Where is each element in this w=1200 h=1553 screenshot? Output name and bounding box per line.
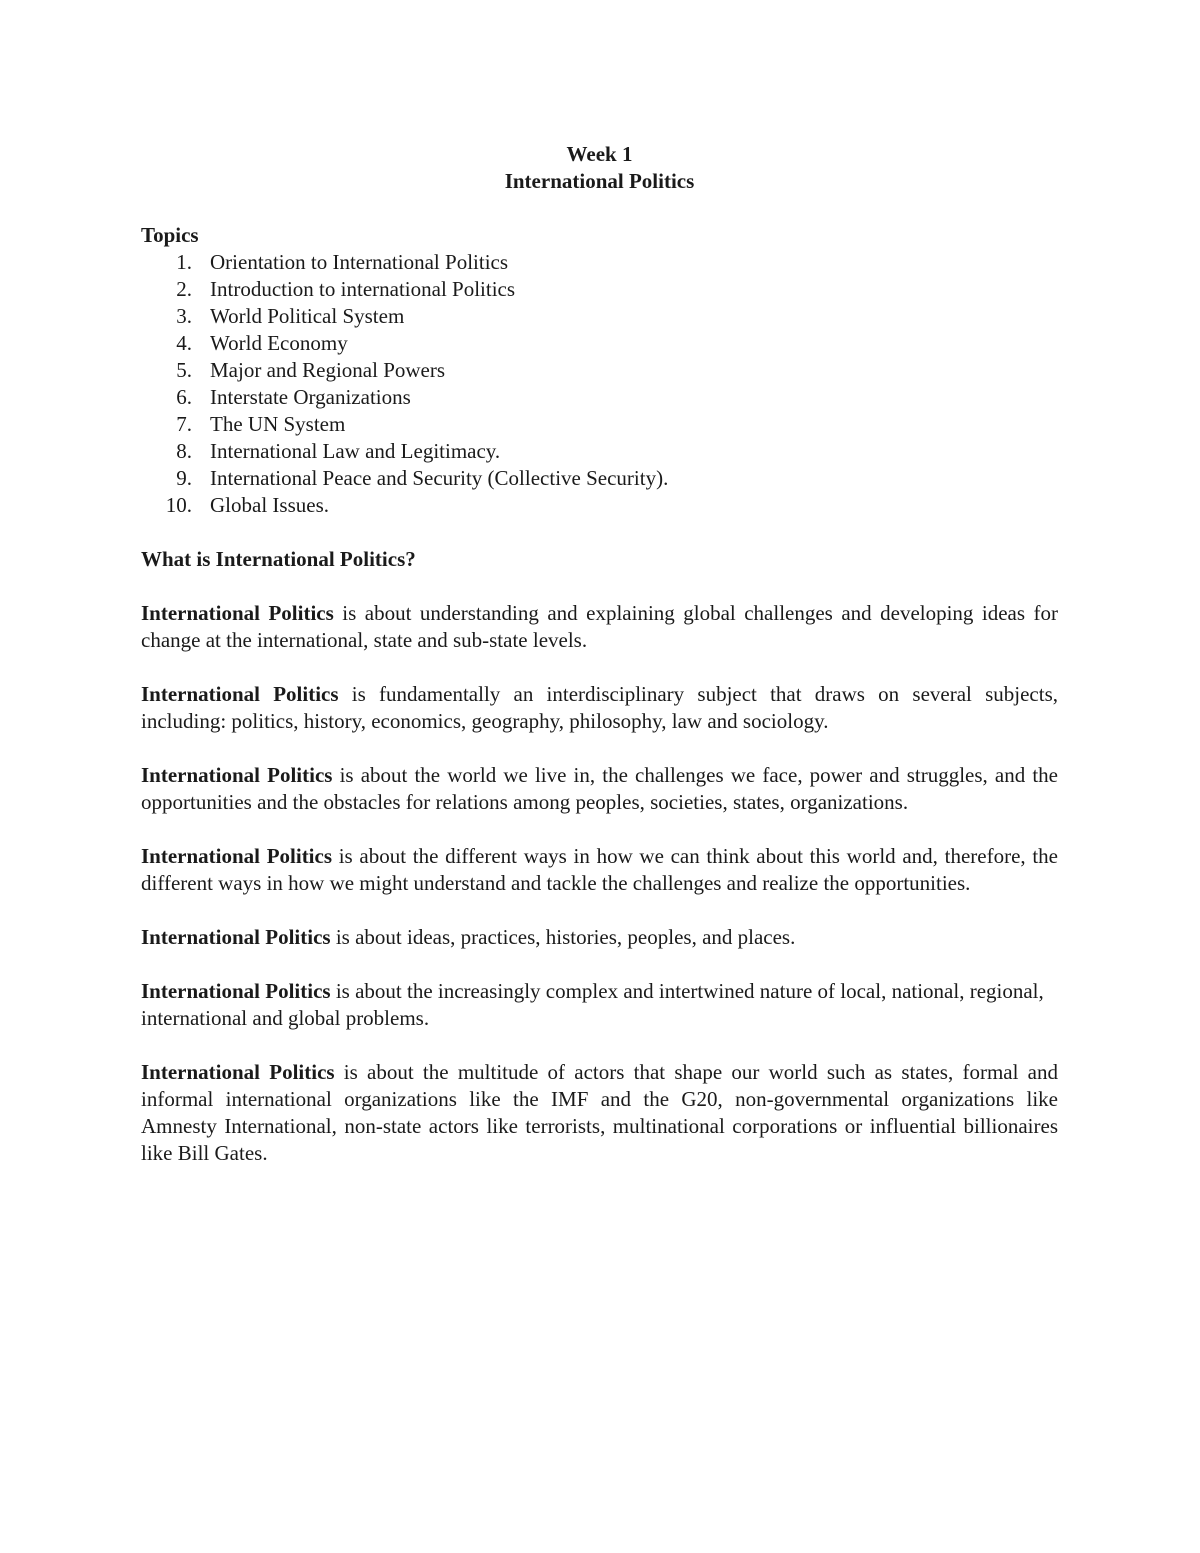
topic-number: 1. [176,250,192,274]
topic-label: Introduction to international Politics [210,277,516,301]
paragraph [141,924,1058,951]
topic-item [141,438,1058,465]
topic-number: 2. [176,277,192,301]
topic-label: Major and Regional Powers [210,358,446,382]
topic-label: World Economy [210,331,348,355]
topic-label: World Political System [210,304,405,328]
topic-number: 3. [176,304,192,328]
topic-item [141,357,1058,384]
topic-label: Global Issues. [210,493,329,517]
topic-number: 7. [176,412,192,436]
topic-item [141,276,1058,303]
paragraph-term: International Politics [141,763,333,787]
topic-label: International Law and Legitimacy. [210,439,501,463]
document-page [141,141,1058,1167]
paragraph-term: International Politics [141,1060,335,1084]
paragraph-text: is about the multitude of actors that shape our world such as states, formal and informal international organizations like the IMF and the G20, non-governmental organizations like Amnesty International, non-state actors like terrorists, multinational corporations or influential billionaires like Bill Gates. [141,1060,1058,1165]
paragraph [141,978,1058,1032]
topic-item [141,411,1058,438]
paragraph-text: is about the world we live in, the challenges we face, power and struggles, and the opportunities and the obstacles for relations among peoples, societies, states, organizations. [141,763,1059,814]
paragraph-text: is about understanding and explaining global challenges and developing ideas for change at the international, state and sub-state levels. [141,601,1059,652]
paragraph [141,600,1058,654]
paragraph-term: International Politics [141,979,331,1003]
paragraph-term: International Politics [141,844,333,868]
paragraph-term: International Politics [141,601,334,625]
topic-number: 8. [176,439,192,463]
topic-number: 5. [176,358,192,382]
paragraph-text: is about ideas, practices, histories, peoples, and places. [330,925,796,949]
title-block [141,141,1058,195]
topic-item [141,384,1058,411]
topic-label: Orientation to International Politics [210,250,509,274]
topic-number: 6. [176,385,192,409]
week-title: Week 1 [566,142,633,166]
topic-number: 9. [176,466,192,490]
topic-item [141,492,1058,519]
topic-item [141,465,1058,492]
topic-item [141,330,1058,357]
paragraph [141,681,1058,735]
topic-number: 4. [176,331,192,355]
paragraph [141,762,1058,816]
paragraph-term: International Politics [141,925,331,949]
course-title: International Politics [504,169,695,193]
topic-list [141,249,1058,519]
section-heading: What is International Politics? [141,547,416,571]
topic-item [141,303,1058,330]
topic-label: Interstate Organizations [210,385,411,409]
paragraph-term: International Politics [141,682,339,706]
paragraph-text: is fundamentally an interdisciplinary subject that draws on several subjects, including: politics, history, economics, geography, philosophy, law and sociology. [141,682,1058,733]
paragraph-text: is about the increasingly complex and intertwined nature of local, national, regional, international and global problems. [141,979,1044,1030]
topic-item [141,249,1058,276]
paragraph [141,1059,1058,1167]
topic-label: The UN System [210,412,346,436]
paragraph-text: is about the different ways in how we can think about this world and, therefore, the different ways in how we might understand and tackle the challenges and realize the opportunities. [141,844,1058,895]
topics-heading: Topics [141,223,199,247]
topic-number: 10. [165,493,192,517]
paragraph [141,843,1058,897]
topic-label: International Peace and Security (Collective Security). [210,466,669,490]
